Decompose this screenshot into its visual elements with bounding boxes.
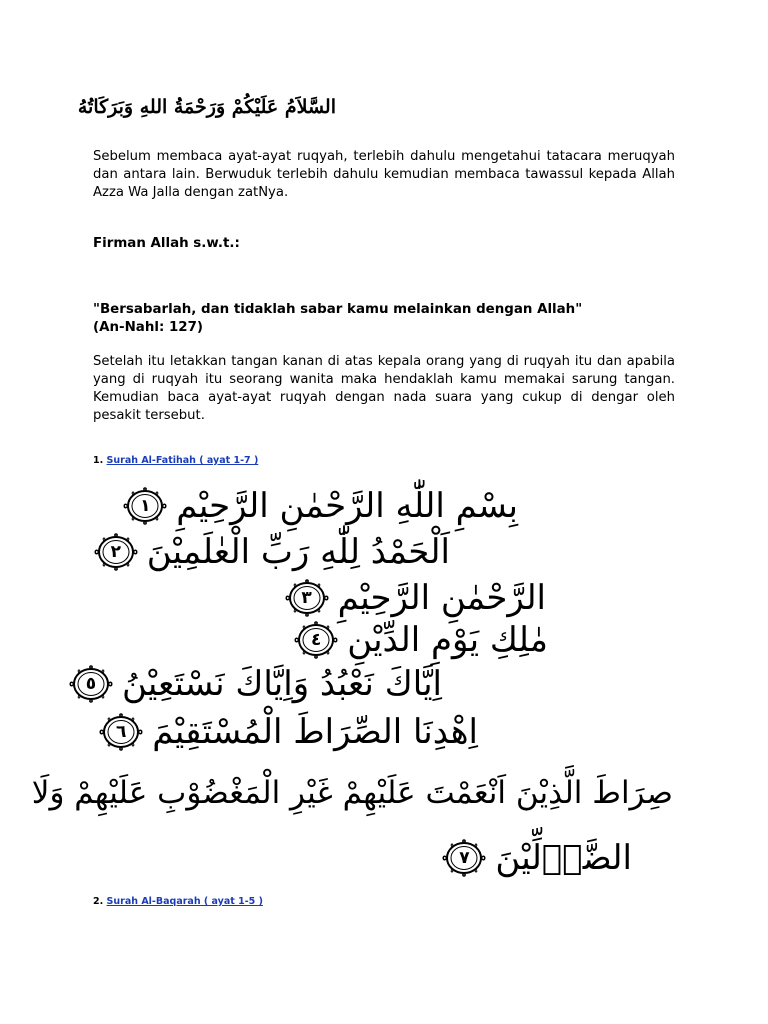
- instruction-paragraph: Setelah itu letakkan tangan kanan di atas kepala orang yang di ruqyah itu dan apabila yang di ruqyah itu seorang wanita maka hendaklah kamu memakai sarung tangan. Kemudian baca ayat-ayat ruqyah dengan nada suara yang cukup di dengar oleh pesakit tersebut.: [93, 354, 675, 423]
- verse-text: اَلْحَمْدُ لِلّٰهِ رَبِّ الْعٰلَمِيْنَ: [146, 532, 450, 572]
- surah-link-text[interactable]: Surah Al-Fatihah ( ayat 1-7 ): [106, 455, 259, 466]
- ayah-number-icon: ٧: [439, 838, 489, 878]
- verse-4: [291, 620, 548, 660]
- verse-7b: [439, 838, 632, 878]
- ayah-number-icon: ٢: [91, 532, 141, 572]
- verse-1: [120, 486, 518, 526]
- surah-link-text[interactable]: Surah Al-Baqarah ( ayat 1-5 ): [106, 896, 263, 907]
- verse-text: الرَّحْمٰنِ الرَّحِيْمِ: [337, 578, 546, 618]
- ayah-number-icon: ٥: [66, 664, 116, 704]
- intro-paragraph: Sebelum membaca ayat-ayat ruqyah, terlebih dahulu mengetahui tatacara meruqyah dan antara lain. Berwuduk terlebih dahulu kemudian membaca tawassul kepada Allah Azza Wa Jalla dengan zatNya.: [93, 149, 675, 200]
- surah-link-baqarah[interactable]: [93, 896, 263, 907]
- verse-text: صِرَاطَ الَّذِيْنَ اَنْعَمْتَ عَلَيْهِمْ غَيْرِ الْمَغْضُوْبِ عَلَيْهِمْ وَلَا: [31, 775, 673, 811]
- verse-3: [282, 578, 546, 618]
- salam-greeting: السَّلاَمُ عَلَيْكُمْ وَرَحْمَةُ اللهِ وَبَرَكَاتُهُ: [77, 96, 336, 118]
- surah-link-fatihah[interactable]: [93, 455, 258, 466]
- verse-text: بِسْمِ اللّٰهِ الرَّحْمٰنِ الرَّحِيْمِ: [176, 486, 518, 526]
- surah-number: 1.: [93, 455, 104, 466]
- quote-block: [93, 301, 675, 337]
- firman-heading: Firman Allah s.w.t.:: [93, 236, 240, 251]
- verse-5: [66, 664, 442, 704]
- verse-6: [96, 712, 478, 752]
- ayah-number-icon: ٣: [282, 578, 332, 618]
- verse-text: اِهْدِنَا الصِّرَاطَ الْمُسْتَقِيْمَ: [152, 712, 478, 752]
- ayah-number-icon: ١: [120, 486, 170, 526]
- ayah-number-icon: ٦: [96, 712, 146, 752]
- verse-text: الضَّاۤلِّيْنَ: [495, 838, 632, 878]
- verse-7a: [32, 773, 673, 813]
- verse-text: اِيَّاكَ نَعْبُدُ وَاِيَّاكَ نَسْتَعِيْنُ: [122, 664, 442, 704]
- quote-reference: (An-Nahl: 127): [93, 320, 204, 335]
- ayah-number-icon: ٤: [291, 620, 341, 660]
- surah-number: 2.: [93, 896, 104, 907]
- verse-text: مٰلِكِ يَوْمِ الدِّيْنِ: [347, 620, 548, 660]
- verse-2: [91, 532, 450, 572]
- quote-text: "Bersabarlah, dan tidaklah sabar kamu melainkan dengan Allah": [93, 302, 583, 317]
